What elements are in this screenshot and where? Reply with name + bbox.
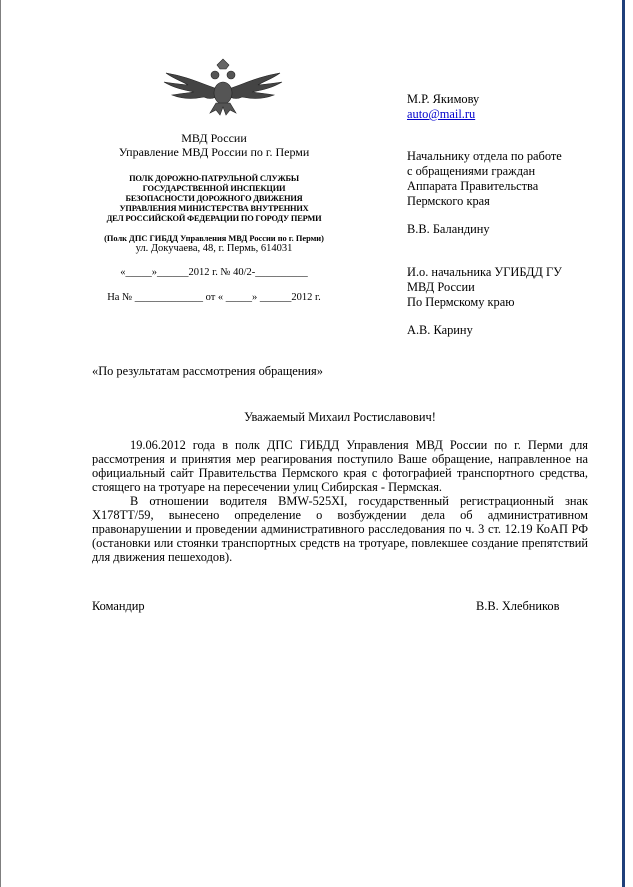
letter-greeting: Уважаемый Михаил Ростиславович! — [244, 410, 436, 424]
body-paragraph: В отношении водителя BMW-525XI, государственный регистрационный знак Х178ТТ/59, вынесено определение о возбуждении дела об административном правонарушении и проведении административного расследования по ч. 3 ст. 12.19 КоАП РФ (остановки или стоянки транспортных средств на тротуаре, повлекшее создание препятствий для движения пешеходов). — [92, 494, 588, 564]
sender-address: ул. Докучаева, 48, г. Пермь, 614031 — [135, 243, 293, 254]
recipient-1 — [407, 92, 479, 122]
sender-unit-line: ПОЛК ДОРОЖНО-ПАТРУЛЬНОЙ СЛУЖБЫ — [129, 174, 299, 183]
recipient-line: Начальнику отдела по работе — [407, 149, 562, 163]
sender-ministry: МВД России — [181, 131, 247, 145]
recipient-line: И.о. начальника УГИБДД ГУ — [407, 265, 562, 279]
recipient-name: А.В. Карину — [407, 323, 473, 337]
recipient-email-link[interactable]: auto@mail.ru — [407, 107, 476, 121]
recipient-line: По Пермскому краю — [407, 295, 515, 309]
letter-subject: «По результатам рассмотрения обращения» — [92, 364, 323, 378]
outgoing-reference: «_____»______2012 г. № 40/2-__________ — [120, 267, 308, 278]
signature-name: В.В. Хлебников — [476, 599, 560, 613]
sender-unit-line: УПРАВЛЕНИЯ МИНИСТЕРСТВА ВНУТРЕННИХ — [119, 204, 309, 213]
letter-body — [92, 438, 588, 564]
sender-unit-line: ДЕЛ РОССИЙСКОЙ ФЕДЕРАЦИИ ПО ГОРОДУ ПЕРМИ — [106, 214, 322, 223]
recipient-line: Пермского края — [407, 194, 490, 208]
recipient-line: с обращениями граждан — [407, 164, 536, 178]
sender-unit-line: ГОСУДАРСТВЕННОЙ ИНСПЕКЦИИ — [142, 184, 286, 193]
recipient-name: В.В. Баландину — [407, 222, 490, 236]
recipient-4 — [407, 265, 562, 310]
sender-unit-name — [82, 174, 346, 224]
signature-title: Командир — [92, 599, 145, 613]
recipient-3 — [407, 222, 490, 237]
recipient-name: М.Р. Якимову — [407, 92, 480, 106]
sender-unit-line: БЕЗОПАСНОСТИ ДОРОЖНОГО ДВИЖЕНИЯ — [125, 194, 303, 203]
recipient-5 — [407, 323, 473, 338]
recipient-2 — [407, 149, 562, 209]
sender-short-name: (Полк ДПС ГИБДД Управления МВД России по г. Перми) — [104, 234, 324, 243]
sender-department: Управление МВД России по г. Перми — [118, 145, 310, 159]
double-headed-eagle-emblem-icon — [160, 55, 286, 119]
recipient-line: Аппарата Правительства — [407, 179, 539, 193]
body-paragraph: 19.06.2012 года в полк ДПС ГИБДД Управления МВД России по г. Перми для рассмотрения и принятия мер реагирования поступило Ваше обращение, направленное на официальный сайт Правительства Пермского края с фотографией транспортного средства, стоящего на тротуаре на пересечении улиц Сибирская - Пермская. — [92, 438, 588, 494]
incoming-reference: На № _____________ от « _____» ______2012 г. — [107, 292, 321, 303]
recipient-line: МВД России — [407, 280, 475, 294]
